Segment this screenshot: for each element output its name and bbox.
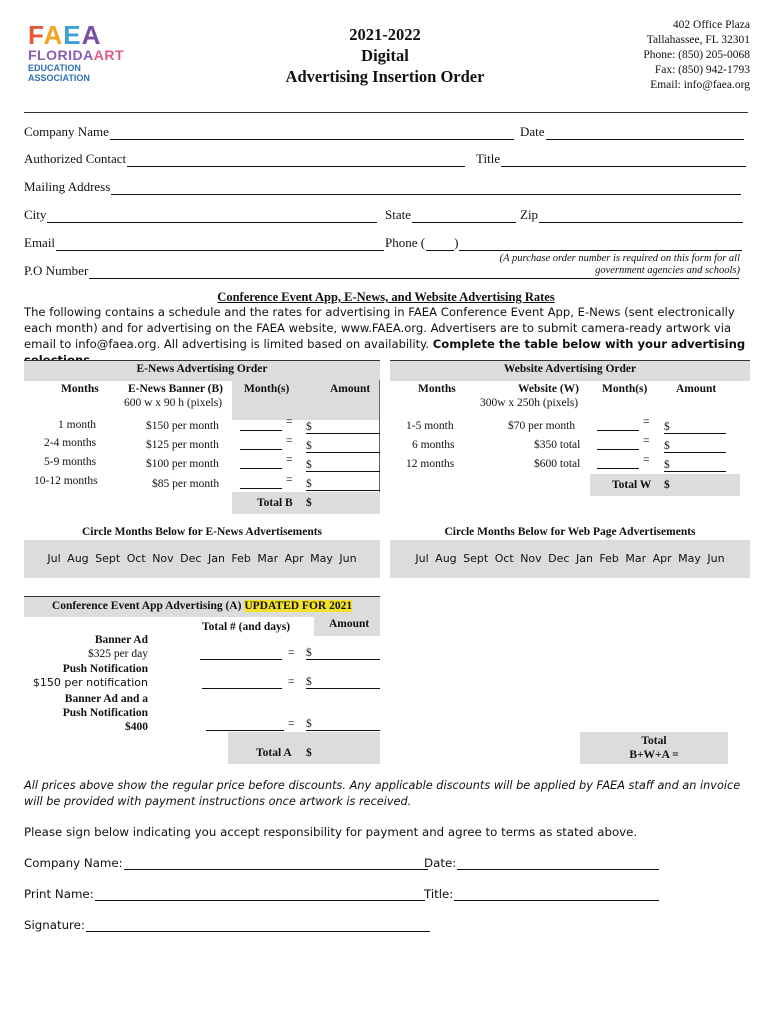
title-insertion-order: Advertising Insertion Order — [285, 67, 485, 86]
app-days-input[interactable] — [206, 718, 284, 731]
website-amount-input[interactable] — [664, 421, 726, 434]
logo-letter: A — [81, 20, 102, 50]
signature-label: Signature: — [24, 918, 85, 932]
address-email: Email: info@faea.org — [650, 79, 750, 91]
website-row-price: $70 per month — [508, 420, 576, 432]
logo-letter: F — [28, 20, 44, 50]
app-total-label: Total A — [256, 747, 292, 759]
phone-number-line[interactable] — [459, 237, 742, 251]
phone-close-paren: ) — [454, 235, 459, 250]
enews-row-price: $85 per month — [152, 478, 220, 490]
enews-col-banner-size: 600 w x 90 h (pixels) — [124, 397, 223, 409]
website-total-dollar[interactable]: $ — [664, 479, 670, 491]
equals-sign: = — [286, 435, 293, 447]
equals-sign: = — [643, 435, 650, 447]
app-row-combo — [24, 692, 148, 734]
enews-table — [24, 360, 380, 580]
title-label: Title — [476, 151, 501, 166]
equals-sign: = — [286, 416, 293, 428]
title-digital: Digital — [361, 46, 409, 65]
rates-heading: Conference Event App, E-News, and Website Advertising Rates — [217, 290, 555, 304]
dollar-sign: $ — [664, 440, 670, 452]
app-row-price: $325 per day — [87, 648, 148, 660]
company-name-label: Company Name — [24, 124, 109, 139]
website-col-site: Website (W) — [518, 383, 580, 395]
city-field[interactable] — [24, 207, 377, 223]
sig-title-line[interactable] — [454, 887, 659, 901]
app-row-label: Banner Ad and a — [64, 693, 148, 705]
app-row-label: Banner Ad — [94, 634, 148, 646]
equals-sign: = — [288, 647, 295, 659]
signature-field[interactable] — [24, 918, 430, 932]
app-col-total: Total # (and days) — [202, 621, 291, 633]
app-heading-text: Conference Event App Advertising (A) — [51, 600, 242, 612]
dollar-sign: $ — [306, 718, 312, 730]
enews-months-input[interactable] — [240, 418, 282, 431]
app-row-label: Push Notification — [62, 663, 148, 675]
phone-label: Phone ( — [385, 235, 426, 250]
website-col-site-size: 300w x 250h (pixels) — [480, 397, 579, 409]
app-amount-input[interactable] — [306, 676, 380, 689]
website-row-price: $350 total — [534, 439, 581, 451]
website-col-month-s: Month(s) — [602, 383, 648, 395]
website-row-months: 1-5 month — [406, 420, 454, 432]
enews-row-price: $150 per month — [146, 420, 219, 432]
authorized-contact-field[interactable] — [24, 151, 465, 167]
website-amount-input[interactable] — [664, 440, 726, 453]
state-field[interactable] — [385, 207, 516, 223]
website-months-input[interactable] — [597, 456, 639, 469]
title-year: 2021-2022 — [349, 25, 421, 44]
phone-field[interactable] — [385, 235, 742, 251]
dollar-sign: $ — [306, 676, 312, 688]
enews-months-input[interactable] — [240, 437, 282, 450]
app-heading — [24, 600, 380, 612]
website-months-input[interactable] — [597, 437, 639, 450]
logo-association: ASSOCIATION — [28, 73, 90, 83]
zip-line[interactable] — [539, 209, 743, 223]
print-name-label: Print Name: — [24, 887, 94, 901]
enews-circle-heading: Circle Months Below for E-News Advertisements — [81, 526, 323, 538]
form-title — [250, 24, 520, 87]
sig-company-line[interactable] — [124, 856, 428, 870]
enews-month-list[interactable]: Jul Aug Sept Oct Nov Dec Jan Feb Mar Apr May Jun — [24, 540, 380, 578]
dollar-sign: $ — [306, 421, 312, 433]
enews-row-months: 1 month — [58, 419, 97, 431]
title-field[interactable] — [476, 151, 746, 167]
sig-title-field[interactable] — [424, 887, 659, 901]
logo-florida: FLORIDA — [28, 47, 94, 63]
app-row-push — [24, 662, 148, 690]
po-number-line[interactable] — [89, 265, 739, 279]
enews-amount-input[interactable] — [306, 440, 380, 453]
equals-sign: = — [643, 416, 650, 428]
dollar-sign: $ — [306, 440, 312, 452]
enews-col-amount: Amount — [330, 383, 371, 395]
grand-total-box[interactable] — [580, 732, 728, 764]
prices-note: All prices above show the regular price before discounts. Any applicable discounts will be applied by FAEA staff and an invoice will be provided with payment instructions once artwork is received. — [24, 779, 741, 808]
logo-wordmark — [28, 22, 108, 48]
grand-total-label: Total — [641, 735, 667, 747]
logo-art: ART — [93, 47, 124, 63]
dollar-sign: $ — [664, 459, 670, 471]
website-months-input[interactable] — [597, 418, 639, 431]
website-col-months: Months — [418, 383, 456, 395]
sig-date-field[interactable] — [424, 856, 659, 870]
city-label: City — [24, 207, 47, 222]
date-label: Date — [520, 124, 545, 139]
app-days-input[interactable] — [200, 647, 282, 660]
equals-sign: = — [286, 474, 293, 486]
address-city: Tallahassee, FL 32301 — [646, 34, 750, 46]
sig-date-label: Date: — [424, 856, 457, 870]
grand-total-formula: B+W+A = — [629, 749, 679, 761]
address-street: 402 Office Plaza — [672, 19, 750, 31]
app-col-amount: Amount — [329, 618, 370, 630]
website-circle-heading: Circle Months Below for Web Page Advertisements — [444, 526, 696, 538]
logo-florida-art — [28, 47, 124, 63]
enews-amount-input[interactable] — [306, 459, 380, 472]
app-row-price: $150 per notification — [32, 676, 148, 689]
equals-sign: = — [288, 718, 295, 730]
faea-logo — [28, 20, 124, 94]
app-days-input[interactable] — [202, 676, 282, 689]
website-total-label: Total W — [612, 479, 652, 491]
enews-heading: E-News Advertising Order — [136, 363, 268, 375]
email-label: Email — [24, 235, 56, 250]
dollar-sign: $ — [306, 478, 312, 490]
website-amount-input[interactable] — [664, 459, 726, 472]
rates-intro-bold: Complete the table below with your advertising — [432, 337, 746, 351]
po-number-label: P.O Number — [24, 263, 89, 278]
logo-education: EDUCATION — [28, 63, 81, 73]
dollar-sign: $ — [306, 647, 312, 659]
enews-total-label: Total B — [257, 497, 293, 509]
enews-col-month-s: Month(s) — [244, 383, 290, 395]
logo-letter: E — [63, 20, 82, 50]
equals-sign: = — [643, 454, 650, 466]
rates-intro-text: The following contains a schedule and the rates for advertising in FAEA Conference Event App, E-News (sent electronically each month) and for advertising on the FAEA website, www.FAEA.org. Advertisers are to submit camera-ready artwork via email to info@faea.org. All advertising is limited based on availability. — [24, 305, 735, 351]
enews-amount-input[interactable] — [306, 478, 380, 491]
dollar-sign: $ — [664, 421, 670, 433]
rates-intro — [24, 304, 750, 368]
app-amount-input[interactable] — [306, 647, 380, 660]
sig-company-field[interactable] — [24, 856, 428, 870]
po-number-field[interactable] — [24, 263, 739, 279]
date-line[interactable] — [546, 126, 744, 140]
equals-sign: = — [288, 676, 295, 688]
print-name-field[interactable] — [24, 887, 425, 901]
app-row-price: $400 — [125, 721, 148, 733]
phone-area-line[interactable] — [426, 237, 454, 251]
logo-letter: A — [43, 20, 64, 50]
website-row-months: 12 months — [406, 458, 455, 470]
enews-row-price: $100 per month — [146, 458, 219, 470]
website-row-months: 6 months — [412, 439, 455, 451]
mailing-address-label: Mailing Address — [24, 179, 111, 194]
po-note: (A purchase order number is required on this form for all government agencies and schools) — [499, 253, 740, 276]
address-fax: Fax: (850) 942-1793 — [654, 64, 750, 76]
sig-company-label: Company Name: — [24, 856, 123, 870]
enews-col-banner: E-News Banner (B) — [128, 383, 223, 395]
state-line[interactable] — [412, 209, 516, 223]
company-name-line[interactable] — [110, 126, 514, 140]
website-heading: Website Advertising Order — [503, 363, 637, 375]
header-divider — [24, 112, 748, 113]
enews-row-months: 5-9 months — [44, 456, 97, 468]
state-label: State — [385, 207, 411, 222]
website-table — [390, 360, 750, 580]
sig-date-line[interactable] — [457, 856, 659, 870]
website-row-price: $600 total — [534, 458, 581, 470]
app-row-banner — [24, 633, 148, 661]
enews-row-months: 2-4 months — [44, 437, 97, 449]
app-row-label-2: Push Notification — [62, 707, 148, 719]
title-line[interactable] — [501, 153, 746, 167]
dollar-sign: $ — [306, 459, 312, 471]
date-field[interactable] — [520, 124, 744, 140]
zip-field[interactable] — [520, 207, 743, 223]
enews-col-months: Months — [61, 383, 99, 395]
mailing-address-line[interactable] — [111, 181, 741, 195]
app-amount-input[interactable] — [306, 718, 380, 731]
mailing-address-field[interactable] — [24, 179, 741, 195]
enews-total-dollar[interactable]: $ — [306, 497, 312, 509]
updated-badge: UPDATED FOR 2021 — [244, 600, 353, 612]
city-line[interactable] — [47, 209, 377, 223]
enews-row-price: $125 per month — [146, 439, 219, 451]
enews-amount-input[interactable] — [306, 421, 380, 434]
company-name-field[interactable] — [24, 124, 514, 140]
print-name-line[interactable] — [95, 887, 425, 901]
signature-line[interactable] — [86, 918, 430, 932]
email-field[interactable] — [24, 235, 384, 251]
app-total-shade — [228, 732, 380, 764]
enews-months-input[interactable] — [240, 476, 282, 489]
equals-sign: = — [286, 454, 293, 466]
app-total-dollar[interactable]: $ — [306, 747, 312, 759]
enews-months-input[interactable] — [240, 456, 282, 469]
org-address — [560, 18, 750, 93]
authorized-contact-line[interactable] — [127, 153, 465, 167]
zip-label: Zip — [520, 207, 539, 222]
sig-title-label: Title: — [424, 887, 454, 901]
authorized-contact-label: Authorized Contact — [24, 151, 127, 166]
address-phone: Phone: (850) 205-0068 — [643, 49, 750, 61]
enews-row-months: 10-12 months — [34, 475, 98, 487]
sign-note: Please sign below indicating you accept responsibility for payment and agree to terms as stated above. — [24, 825, 638, 839]
website-month-list[interactable]: Jul Aug Sept Oct Nov Dec Jan Feb Mar Apr May Jun — [390, 540, 750, 578]
email-line[interactable] — [56, 237, 384, 251]
website-col-amount: Amount — [676, 383, 717, 395]
app-table — [24, 596, 380, 766]
